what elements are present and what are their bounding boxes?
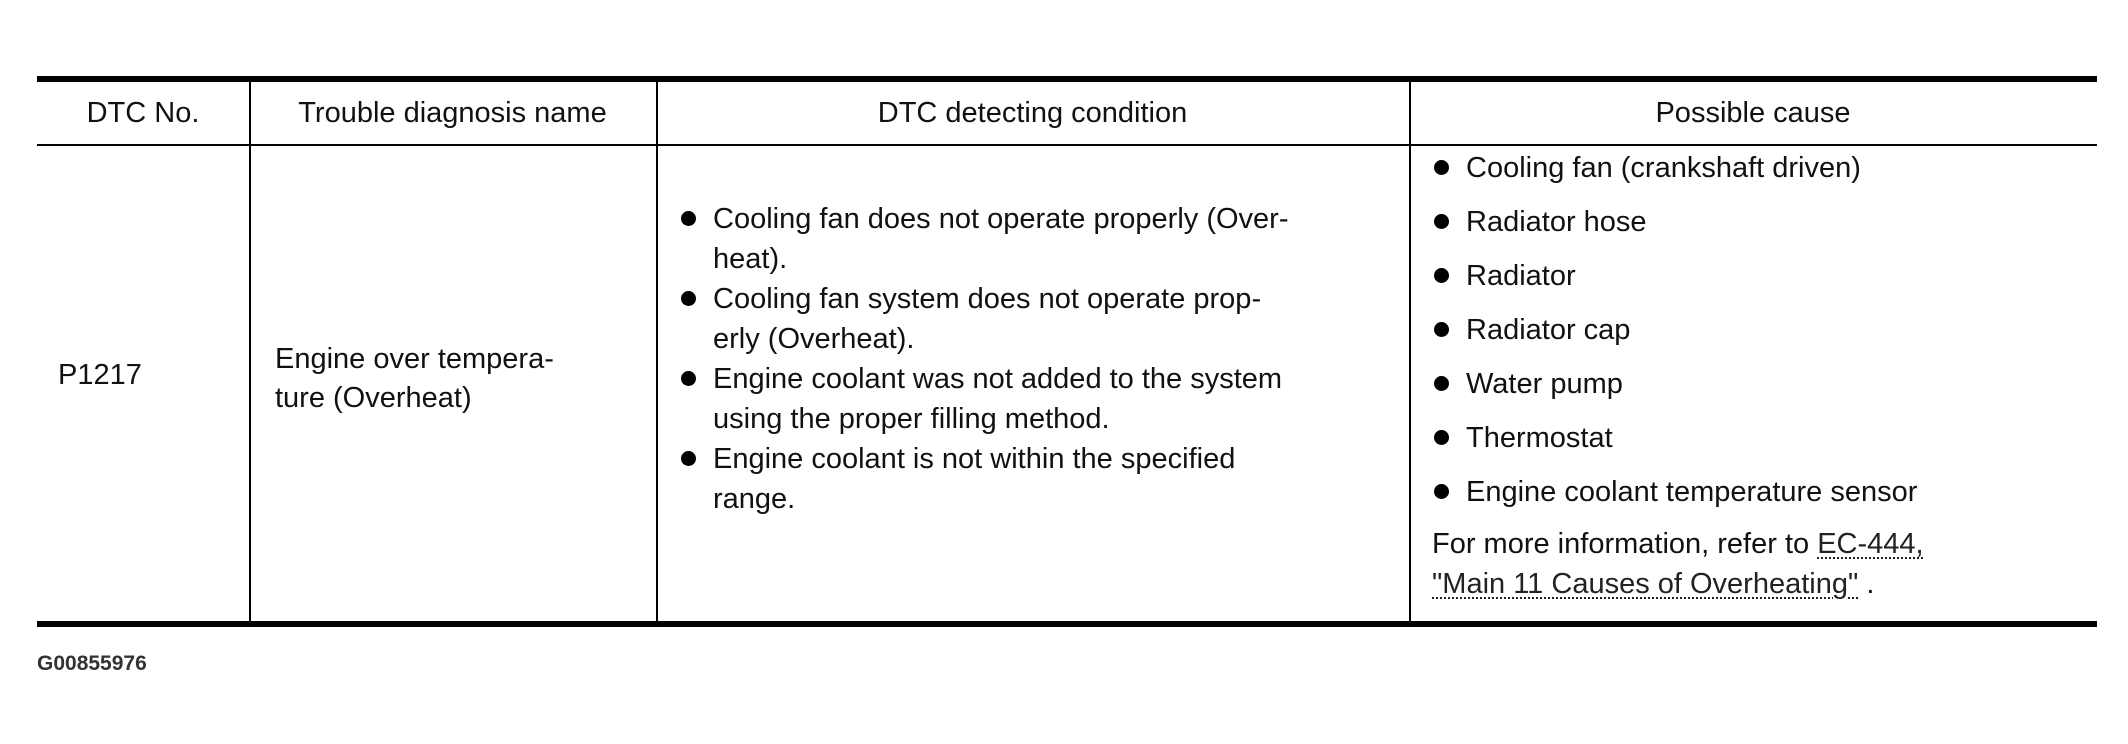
reference-link-main-11-causes[interactable]: "Main 11 Causes of Overheating"	[1432, 568, 1859, 600]
condition-text: Cooling fan does not operate properly (Over-	[713, 203, 1289, 235]
cause-item	[1432, 148, 2092, 202]
cause-text: Thermostat	[1466, 422, 1613, 454]
bullet-icon	[681, 211, 696, 226]
header-possible-cause: Possible cause	[1655, 96, 1851, 129]
dtc-number-cell: P1217	[58, 359, 142, 391]
header-dtc-no: DTC No.	[86, 96, 200, 129]
bullet-icon	[1434, 484, 1449, 499]
more-info-suffix: .	[1858, 568, 1875, 600]
detecting-condition-cell	[679, 199, 1404, 519]
cause-text: Engine coolant temperature sensor	[1466, 476, 1918, 508]
condition-text: using the proper filling method.	[713, 403, 1110, 435]
condition-text: Cooling fan system does not operate prop-	[713, 283, 1262, 315]
reference-link-ec-444[interactable]: EC-444,	[1817, 528, 1924, 560]
cause-item	[1432, 418, 2092, 472]
condition-item	[679, 359, 1404, 439]
condition-item	[679, 199, 1404, 279]
cause-item	[1432, 202, 2092, 256]
more-info-text: For more information, refer to	[1432, 528, 1818, 560]
cause-item	[1432, 472, 2092, 526]
diagnosis-name-line: Engine over tempera-	[275, 343, 554, 375]
more-information-note	[1432, 524, 2092, 604]
cause-item	[1432, 256, 2092, 310]
condition-text: range.	[713, 483, 796, 515]
cause-list	[1432, 148, 2092, 526]
bullet-icon	[1434, 160, 1449, 175]
condition-text: Engine coolant is not within the specified	[713, 443, 1236, 475]
bullet-icon	[1434, 376, 1449, 391]
trouble-diagnosis-name-cell	[275, 340, 645, 418]
cause-text: Water pump	[1466, 368, 1623, 400]
cause-text: Radiator cap	[1466, 314, 1631, 346]
condition-item	[679, 279, 1404, 359]
cause-item	[1432, 310, 2092, 364]
bullet-icon	[681, 371, 696, 386]
condition-text: Engine coolant was not added to the system	[713, 363, 1283, 395]
table-header-row	[37, 82, 2097, 146]
diagnosis-name-line: ture (Overheat)	[275, 382, 472, 414]
bullet-icon	[681, 451, 696, 466]
bullet-icon	[1434, 430, 1449, 445]
bullet-icon	[1434, 322, 1449, 337]
header-trouble-diagnosis-name: Trouble diagnosis name	[298, 96, 607, 129]
cause-text: Radiator	[1466, 260, 1576, 292]
bullet-icon	[1434, 214, 1449, 229]
figure-id: G00855976	[37, 652, 147, 675]
condition-text: heat).	[713, 243, 788, 275]
cause-item	[1432, 364, 2092, 418]
table-row	[37, 146, 2097, 627]
dtc-table	[37, 76, 2097, 627]
condition-item	[679, 439, 1404, 519]
bullet-icon	[1434, 268, 1449, 283]
condition-text: erly (Overheat).	[713, 323, 915, 355]
cause-text: Radiator hose	[1466, 206, 1647, 238]
header-dtc-detecting-condition: DTC detecting condition	[877, 96, 1188, 129]
bullet-icon	[681, 291, 696, 306]
cause-text: Cooling fan (crankshaft driven)	[1466, 152, 1861, 184]
condition-list	[679, 199, 1404, 519]
possible-cause-cell	[1432, 148, 2092, 604]
